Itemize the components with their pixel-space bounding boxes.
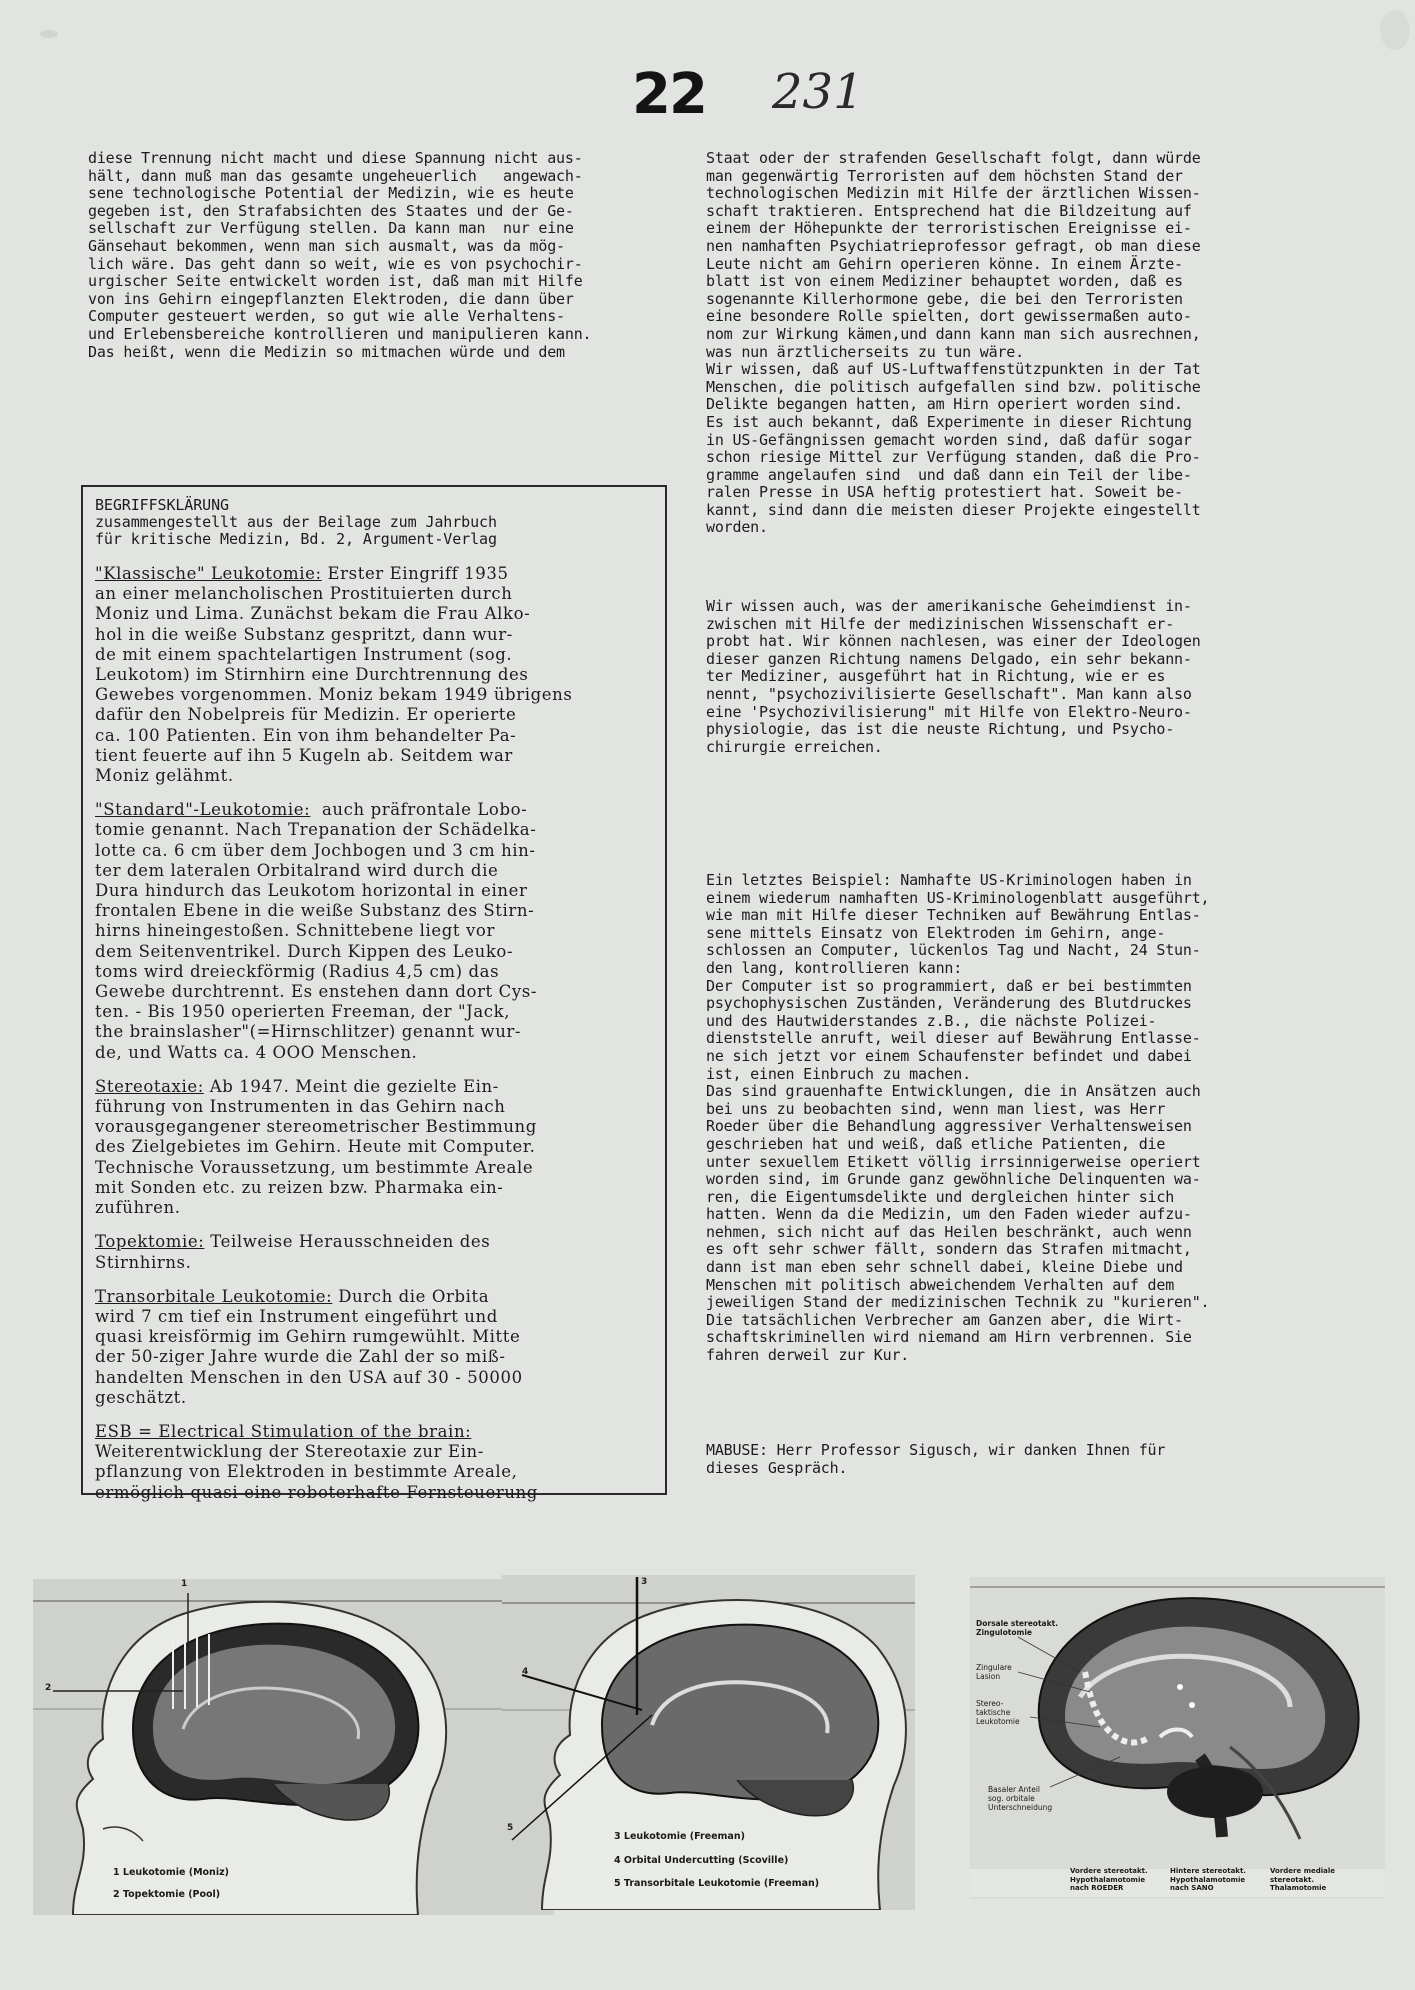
figure-marker: 1 [181, 1579, 188, 1589]
figure-lobotomy-moniz-pool [33, 1579, 554, 1915]
scan-speck [1380, 10, 1410, 50]
figure-label: Basaler Anteil sog. orbitale Unterschneidung [988, 1785, 1053, 1812]
figure-caption: 3 Leukotomie (Freeman) [614, 1831, 745, 1842]
figure-label: Vordere stereotakt. Hypothalamotomie nach ROEDER [1070, 1867, 1148, 1892]
figures-row [0, 1575, 1415, 1915]
box-heading: BEGRIFFSKLÄRUNG [95, 496, 229, 514]
figure-marker: 2 [45, 1683, 52, 1693]
right-column-paragraph-3: Ein letztes Beispiel: Namhafte US-Kriminologen haben in einem wiederum namhaften US-Kriminologenblatt ausgeführt, wie man mit Hilfe dieser Techniken auf Bewährung Entlas- sene mittels Einsatz von Elektroden im Gehirn, ange- schlossen an Computer, lückenlos Tag und Nacht, 24 Stun- den lang, kontrollieren kann: Der Computer ist so programmiert, daß er bei bestimmten psychophysischen Zuständen, Veränderung des Blutdruckes und des Hautwiderstandes z.B., die nächste Polizei- dienststelle anruft, weil dieser auf Bewährung Entlasse- ne sich jetzt vor einem Schaufenster befindet und dabei ist, einen Einbruch zu machen. Das sind grauenhafte Entwicklungen, die in Ansätzen auch bei uns zu beobachten sind, wenn man liest, was Herr Roeder über die Behandlung aggressiver Verhaltensweisen geschrieben hat und weiß, daß etliche Patienten, die unter sexuellem Etikett völlig irrsinnigerweise operiert worden sind, im Grunde ganz gewöhnliche Delinquenten wa- ren, die Eigentumsdelikte und dergleichen hinter sich hatten. Wenn da die Medizin, um den Faden wieder aufzu- nehmen, sich nicht auf das Heilen beschränkt, auch wenn es oft sehr schwer fällt, sondern das Strafen mitmacht, dann ist man eben sehr schnell dabei, kleine Diebe und Menschen mit politisch abweichendem Verhalten auf dem jeweiligen Stand der medizinischen Technik zu "kurieren". Die tatsächlichen Verbrecher am Ganzen aber, die Wirt- schaftskriminellen wird niemand am Hirn verbrennen. Sie fahren derweil zur Kur. [706, 871, 1210, 1365]
definition-text: Erster Eingriff 1935 an einer melancholischen Prostituierten durch Moniz und Lima. Zunächst bekam die Frau Alko- hol in die weiße Substanz gespritzt, dann wur- de mit einem spachtelartigen Instrument (sog. Leukotom) im Stirnhirn eine Durchtrennung des Gewebes vorgenommen. Moniz bekam 1949 übrigens dafür den Nobelpreis für Medizin. Er operierte ca. 100 Patienten. Ein von ihm behandelter Pa- tient feuerte auf ihn 5 Kugeln ab. Seitdem war Moniz gelähmt. [95, 564, 573, 786]
definitions-box [81, 485, 667, 1502]
scan-speck [40, 30, 58, 38]
left-column-text: diese Trennung nicht macht und diese Spannung nicht aus- hält, dann muß man das gesamte ungeheuerlich angewach- sene technologische Potential der Medizin, wie es heute gegeben ist, den Strafabsichten des Staates und der Ge- sellschaft zur Verfügung stellen. Da kann man nur eine Gänsehaut bekommen, wenn man sich ausmalt, was da mög- lich wäre. Das geht dann so weit, wie es von psychochir- urgischer Seite entwickelt worden ist, daß man mit Hilfe von ins Gehirn eingepflanzten Elektroden, die dann über Computer gesteuert werden, so gut wie alle Verhaltens- und Erlebensbereiche kontrollieren und manipulieren kann. Das heißt, wenn die Medizin so mitmachen würde und dem [88, 149, 592, 361]
definition-entry [95, 1077, 653, 1218]
closing-statement: MABUSE: Herr Professor Sigusch, wir danken Ihnen für dieses Gespräch. [706, 1441, 1166, 1477]
definition-term: Transorbitale Leukotomie: [95, 1286, 333, 1306]
figure-stereotactic-targets [970, 1577, 1385, 1899]
definition-entry [95, 564, 653, 786]
definition-text: Teilweise Herausschneiden des Stirnhirns. [95, 1232, 491, 1272]
figure-marker: 4 [522, 1667, 529, 1677]
page-number: 22 [632, 62, 706, 127]
figure-caption: 5 Transorbitale Leukotomie (Freeman) [614, 1878, 820, 1889]
figure-label: Zingulare Lasion [976, 1663, 1012, 1681]
box-source: zusammengestellt aus der Beilage zum Jahrbuch für kritische Medizin, Bd. 2, Argument-Verlag [95, 513, 497, 548]
definition-entry [95, 1422, 653, 1503]
figure-label: Dorsale stereotakt. Zingulotomie [976, 1619, 1059, 1637]
figure-marker: 3 [641, 1577, 648, 1587]
figure-lobotomy-freeman-scoville [502, 1575, 915, 1910]
definition-text: Durch die Orbita wird 7 cm tief ein Instrument eingeführt und quasi kreisförmig im Gehirn rumgewühlt. Mitte der 50-ziger Jahre wurde die Zahl der so miß- handelten Menschen in den USA auf 30 - 50000 geschätzt. [95, 1286, 523, 1407]
definition-term: ESB = Electrical Stimulation of the brain: [95, 1421, 472, 1441]
definition-entry [95, 1287, 653, 1408]
definition-entry [95, 800, 653, 1063]
figure-caption: 2 Topektomie (Pool) [113, 1889, 221, 1900]
definition-term: "Klassische" Leukotomie: [95, 564, 322, 583]
right-column-paragraph-1: Staat oder der strafenden Gesellschaft folgt, dann würde man gegenwärtig Terroristen auf dem höchsten Stand der technologischen Medizin mit Hilfe der ärztlichen Wissen- schaft traktieren. Entsprechend hat die Bildzeitung auf einem der Höhepunkte der terroristischen Ereignisse ei- nen namhaften Psychiatrieprofessor gefragt, ob man diese Leute nicht am Gehirn operieren könne. In einem Ärzte- blatt ist von einem Mediziner behauptet worden, daß es sogenannte Killerhormone gebe, die bei den Terroristen eine besondere Rolle spielten, dort gewissermaßen auto- nom zur Wirkung kämen,und dann kann man sich ausrechnen, was nun ärztlicherseits zu tun wäre. Wir wissen, daß auf US-Luftwaffenstützpunkten in der Tat Menschen, die politisch aufgefallen sind bzw. politische Delikte begangen hatten, am Hirn operiert worden sind. Es ist auch bekannt, daß Experimente in dieser Richtung in US-Gefängnissen gemacht worden sind, daß dafür sogar schon riesige Mittel zur Verfügung standen, daß die Pro- gramme angelaufen sind und daß dann ein Teil der libe- ralen Presse in USA heftig protestiert hat. Soweit be- kannt, sind dann die meisten dieser Projekte eingestellt worden. [706, 149, 1201, 537]
definition-text: Ab 1947. Meint die gezielte Ein- führung von Instrumenten in das Gehirn nach vorausgegangener stereometrischer Bestimmung des Zielgebietes im Gehirn. Heute mit Computer. Technische Voraussetzung, um bestimmte Areale mit Sonden etc. zu reizen bzw. Pharmaka ein- zuführen. [95, 1076, 537, 1218]
figure-marker: 5 [507, 1823, 514, 1833]
figure-label: Hintere stereotakt. Hypothalamotomie nach SANO [1170, 1867, 1246, 1892]
figure-caption: 4 Orbital Undercutting (Scoville) [614, 1855, 789, 1866]
page-header [620, 62, 1020, 132]
definition-text: auch präfrontale Lobo- tomie genannt. Nach Trepanation der Schädelka- lotte ca. 6 cm über dem Jochbogen und 3 cm hin- ter dem lateralen Orbitalrand wird durch die Dura hindurch das Leukotom horizontal in einer frontalen Ebene in die weiße Substanz des Stirn- hirns hineingestoßen. Schnittebene liegt vor dem Seitenventrikel. Durch Kippen des Leuko- toms wird dreieckförmig (Radius 4,5 cm) das Gewebe durchtrennt. Es enstehen dann dort Cys- ten. - Bis 1950 operierten Freeman, der "Jack, the brainslasher"(=Hirnschlitzer) genannt wur- de, und Watts ca. 4 OOO Menschen. [95, 800, 538, 1062]
handwritten-page-number: 231 [772, 64, 864, 120]
right-column-paragraph-2: Wir wissen auch, was der amerikanische Geheimdienst in- zwischen mit Hilfe der medizinischen Wissenschaft er- probt hat. Wir können nachlesen, was einer der Ideologen dieser ganzen Richtung namens Delgado, ein sehr bekann- ter Mediziner, ausgeführt hat in Richtung, wie er es nennt, "psychozivilisierte Gesellschaft". Man kann also eine 'Psychozivilisierung" mit Hilfe von Elektro-Neuro- physiologie, das ist die neuste Richtung, und Psycho- chirurgie erreichen. [706, 597, 1201, 756]
definition-term: Topektomie: [95, 1232, 205, 1252]
definition-term: "Standard"-Leukotomie: [95, 800, 311, 820]
figure-caption: 1 Leukotomie (Moniz) [113, 1867, 229, 1878]
figure-label: Stereo- taktische Leukotomie [976, 1699, 1020, 1726]
figure-label: Vordere mediale stereotakt. Thalamotomie [1270, 1867, 1336, 1892]
definition-text: Weiterentwicklung der Stereotaxie zur Ein- pflanzung von Elektroden in bestimmte Areale, ermöglich quasi eine roboterhafte Fernsteuerung [95, 1442, 538, 1502]
definition-entry [95, 1232, 653, 1272]
definition-term: Stereotaxie: [95, 1076, 204, 1096]
head-profile-illustration [33, 1579, 554, 1915]
